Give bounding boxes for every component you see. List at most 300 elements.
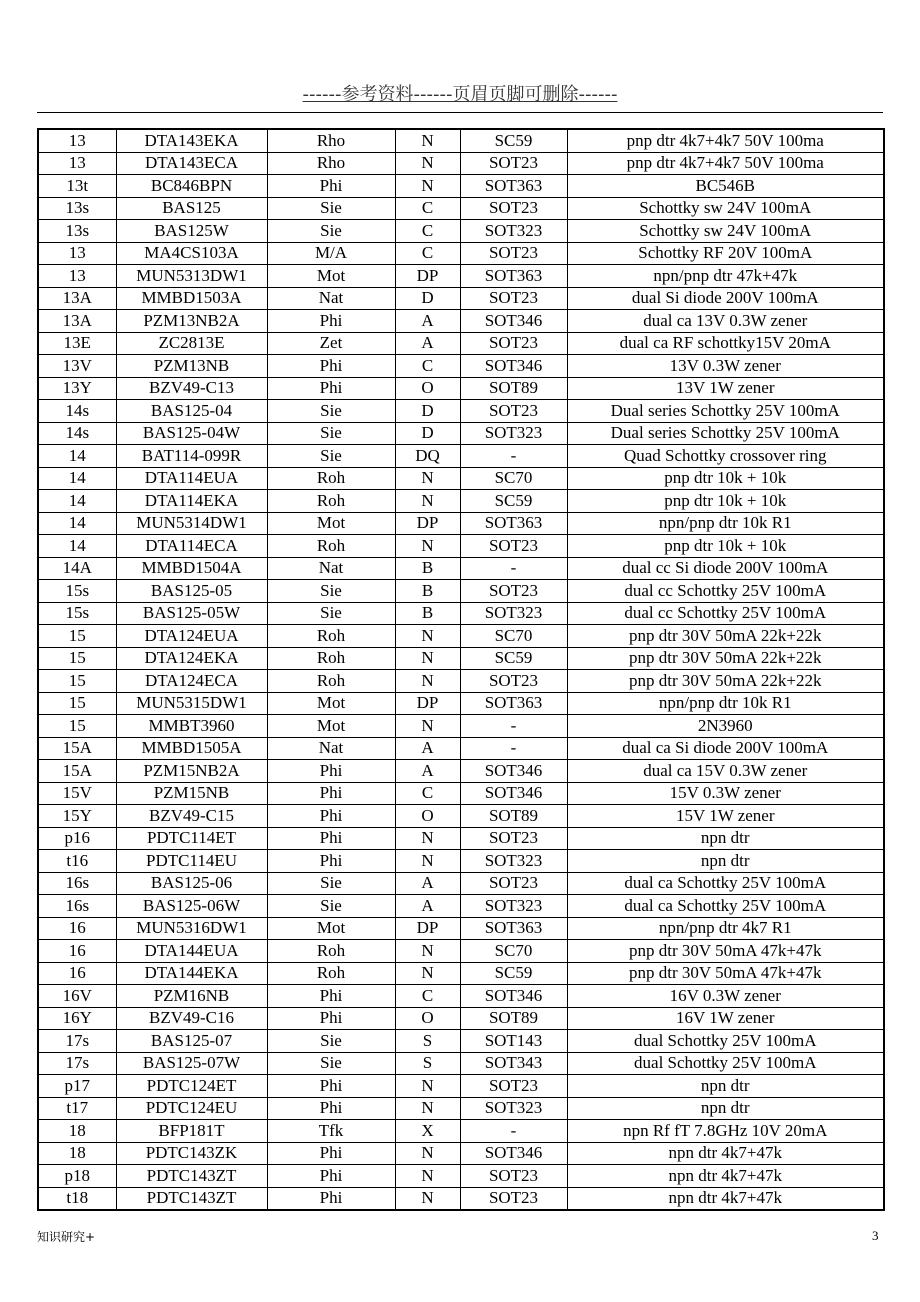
package-cell: SOT346 <box>460 1142 567 1165</box>
part-cell: MUN5314DW1 <box>116 512 267 535</box>
code-cell: 14 <box>38 467 116 490</box>
footer-left-text: 知识研究+ <box>37 1230 96 1244</box>
package-cell: SOT23 <box>460 580 567 603</box>
table-row <box>38 220 884 243</box>
part-cell: BAS125 <box>116 197 267 220</box>
manufacturer-cell: Nat <box>267 737 395 760</box>
table-row <box>38 625 884 648</box>
type-cell: B <box>395 557 460 580</box>
manufacturer-cell: Phi <box>267 1165 395 1188</box>
table-row <box>38 1052 884 1075</box>
description-cell: dual ca Schottky 25V 100mA <box>567 872 884 895</box>
table-row <box>38 467 884 490</box>
type-cell: A <box>395 895 460 918</box>
description-cell: pnp dtr 30V 50mA 22k+22k <box>567 670 884 693</box>
page-number: 3 <box>872 1228 879 1243</box>
type-cell: C <box>395 242 460 265</box>
type-cell: S <box>395 1030 460 1053</box>
type-cell: DP <box>395 265 460 288</box>
package-cell: SOT346 <box>460 310 567 333</box>
code-cell: 15s <box>38 602 116 625</box>
type-cell: DP <box>395 512 460 535</box>
description-cell: pnp dtr 10k + 10k <box>567 535 884 558</box>
manufacturer-cell: Sie <box>267 400 395 423</box>
type-cell: N <box>395 535 460 558</box>
manufacturer-cell: Phi <box>267 310 395 333</box>
manufacturer-cell: Roh <box>267 940 395 963</box>
type-cell: N <box>395 940 460 963</box>
type-cell: C <box>395 782 460 805</box>
part-cell: DTA124EUA <box>116 625 267 648</box>
description-cell: pnp dtr 4k7+4k7 50V 100ma <box>567 129 884 152</box>
manufacturer-cell: Sie <box>267 197 395 220</box>
manufacturer-cell: Phi <box>267 1187 395 1210</box>
code-cell: p18 <box>38 1165 116 1188</box>
manufacturer-cell: Mot <box>267 715 395 738</box>
description-cell: BC546B <box>567 175 884 198</box>
part-cell: PZM16NB <box>116 985 267 1008</box>
part-cell: BAS125-07W <box>116 1052 267 1075</box>
code-cell: 15A <box>38 760 116 783</box>
part-cell: PZM13NB <box>116 355 267 378</box>
type-cell: N <box>395 129 460 152</box>
manufacturer-cell: Rho <box>267 152 395 175</box>
manufacturer-cell: Phi <box>267 827 395 850</box>
part-cell: BZV49-C15 <box>116 805 267 828</box>
part-cell: PDTC143ZT <box>116 1165 267 1188</box>
table-row <box>38 490 884 513</box>
package-cell: - <box>460 445 567 468</box>
manufacturer-cell: Roh <box>267 647 395 670</box>
type-cell: N <box>395 1165 460 1188</box>
table-row <box>38 557 884 580</box>
part-cell: DTA114EUA <box>116 467 267 490</box>
table-row <box>38 287 884 310</box>
manufacturer-cell: Roh <box>267 490 395 513</box>
manufacturer-cell: Sie <box>267 872 395 895</box>
description-cell: 15V 0.3W zener <box>567 782 884 805</box>
package-cell: SOT23 <box>460 872 567 895</box>
package-cell: SC59 <box>460 129 567 152</box>
description-cell: dual cc Si diode 200V 100mA <box>567 557 884 580</box>
manufacturer-cell: Sie <box>267 422 395 445</box>
table-row <box>38 1165 884 1188</box>
description-cell: pnp dtr 4k7+4k7 50V 100ma <box>567 152 884 175</box>
code-cell: 13t <box>38 175 116 198</box>
manufacturer-cell: Mot <box>267 917 395 940</box>
manufacturer-cell: Phi <box>267 1007 395 1030</box>
type-cell: DP <box>395 692 460 715</box>
part-cell: MMBD1504A <box>116 557 267 580</box>
description-cell: pnp dtr 30V 50mA 22k+22k <box>567 625 884 648</box>
code-cell: 15 <box>38 625 116 648</box>
table-row <box>38 535 884 558</box>
table-row <box>38 1120 884 1143</box>
manufacturer-cell: Sie <box>267 220 395 243</box>
table-row <box>38 1007 884 1030</box>
type-cell: N <box>395 715 460 738</box>
code-cell: 16V <box>38 985 116 1008</box>
code-cell: 13Y <box>38 377 116 400</box>
type-cell: N <box>395 1142 460 1165</box>
package-cell: SOT346 <box>460 760 567 783</box>
code-cell: 14s <box>38 400 116 423</box>
part-cell: MUN5315DW1 <box>116 692 267 715</box>
type-cell: N <box>395 1097 460 1120</box>
manufacturer-cell: Phi <box>267 1097 395 1120</box>
manufacturer-cell: Phi <box>267 1142 395 1165</box>
code-cell: 14 <box>38 535 116 558</box>
part-cell: PDTC143ZT <box>116 1187 267 1210</box>
part-cell: DTA114ECA <box>116 535 267 558</box>
type-cell: N <box>395 827 460 850</box>
table-row <box>38 850 884 873</box>
code-cell: 16 <box>38 917 116 940</box>
table-row <box>38 895 884 918</box>
package-cell: SC70 <box>460 625 567 648</box>
table-row <box>38 760 884 783</box>
table-row <box>38 715 884 738</box>
table-row <box>38 422 884 445</box>
manufacturer-cell: Sie <box>267 1052 395 1075</box>
type-cell: C <box>395 197 460 220</box>
package-cell: SOT89 <box>460 1007 567 1030</box>
type-cell: N <box>395 625 460 648</box>
code-cell: 13s <box>38 220 116 243</box>
package-cell: SOT346 <box>460 985 567 1008</box>
description-cell: pnp dtr 30V 50mA 22k+22k <box>567 647 884 670</box>
manufacturer-cell: Phi <box>267 985 395 1008</box>
manufacturer-cell: Nat <box>267 287 395 310</box>
table-row <box>38 332 884 355</box>
part-cell: MUN5316DW1 <box>116 917 267 940</box>
description-cell: dual ca RF schottky15V 20mA <box>567 332 884 355</box>
type-cell: O <box>395 1007 460 1030</box>
table-row <box>38 827 884 850</box>
package-cell: SOT343 <box>460 1052 567 1075</box>
manufacturer-cell: Zet <box>267 332 395 355</box>
table-row <box>38 265 884 288</box>
code-cell: 16s <box>38 872 116 895</box>
header-rule <box>37 112 883 113</box>
manufacturer-cell: M/A <box>267 242 395 265</box>
code-cell: 15 <box>38 692 116 715</box>
type-cell: DQ <box>395 445 460 468</box>
part-cell: MUN5313DW1 <box>116 265 267 288</box>
package-cell: SOT363 <box>460 265 567 288</box>
table-row <box>38 872 884 895</box>
table-row <box>38 355 884 378</box>
description-cell: dual ca 13V 0.3W zener <box>567 310 884 333</box>
code-cell: 14 <box>38 512 116 535</box>
table-row <box>38 1030 884 1053</box>
table-row <box>38 805 884 828</box>
manufacturer-cell: Roh <box>267 625 395 648</box>
code-cell: 15 <box>38 647 116 670</box>
code-cell: 13E <box>38 332 116 355</box>
part-cell: PDTC114EU <box>116 850 267 873</box>
type-cell: DP <box>395 917 460 940</box>
code-cell: 15 <box>38 670 116 693</box>
description-cell: 16V 0.3W zener <box>567 985 884 1008</box>
code-cell: t16 <box>38 850 116 873</box>
description-cell: 13V 0.3W zener <box>567 355 884 378</box>
code-cell: 17s <box>38 1030 116 1053</box>
part-cell: PDTC114ET <box>116 827 267 850</box>
type-cell: C <box>395 985 460 1008</box>
part-cell: DTA114EKA <box>116 490 267 513</box>
description-cell: npn dtr <box>567 827 884 850</box>
type-cell: N <box>395 647 460 670</box>
description-cell: npn/pnp dtr 47k+47k <box>567 265 884 288</box>
package-cell: SOT89 <box>460 805 567 828</box>
description-cell: npn dtr <box>567 1097 884 1120</box>
type-cell: A <box>395 760 460 783</box>
code-cell: t17 <box>38 1097 116 1120</box>
code-cell: p16 <box>38 827 116 850</box>
type-cell: D <box>395 400 460 423</box>
code-cell: 15Y <box>38 805 116 828</box>
code-cell: 16Y <box>38 1007 116 1030</box>
table-body <box>38 129 884 1210</box>
code-cell: 16 <box>38 962 116 985</box>
table-row <box>38 580 884 603</box>
description-cell: npn/pnp dtr 4k7 R1 <box>567 917 884 940</box>
code-cell: 14s <box>38 422 116 445</box>
table-row <box>38 1075 884 1098</box>
manufacturer-cell: Sie <box>267 445 395 468</box>
manufacturer-cell: Phi <box>267 355 395 378</box>
code-cell: 13 <box>38 129 116 152</box>
package-cell: SOT346 <box>460 355 567 378</box>
package-cell: SOT323 <box>460 1097 567 1120</box>
part-cell: PZM15NB <box>116 782 267 805</box>
type-cell: B <box>395 602 460 625</box>
package-cell: SOT323 <box>460 602 567 625</box>
manufacturer-cell: Sie <box>267 895 395 918</box>
table-row <box>38 512 884 535</box>
manufacturer-cell: Phi <box>267 175 395 198</box>
package-cell: SOT23 <box>460 1187 567 1210</box>
code-cell: 13s <box>38 197 116 220</box>
part-cell: DTA124EKA <box>116 647 267 670</box>
description-cell: Quad Schottky crossover ring <box>567 445 884 468</box>
table-row <box>38 445 884 468</box>
package-cell: SOT23 <box>460 670 567 693</box>
package-cell: SC59 <box>460 647 567 670</box>
code-cell: 13 <box>38 242 116 265</box>
part-cell: PZM15NB2A <box>116 760 267 783</box>
description-cell: npn/pnp dtr 10k R1 <box>567 692 884 715</box>
part-cell: DTA144EUA <box>116 940 267 963</box>
description-cell: pnp dtr 10k + 10k <box>567 490 884 513</box>
package-cell: SOT23 <box>460 287 567 310</box>
package-cell: SC59 <box>460 490 567 513</box>
part-cell: PDTC124ET <box>116 1075 267 1098</box>
description-cell: npn dtr <box>567 1075 884 1098</box>
package-cell: - <box>460 715 567 738</box>
description-cell: 13V 1W zener <box>567 377 884 400</box>
part-cell: MMBT3960 <box>116 715 267 738</box>
manufacturer-cell: Mot <box>267 692 395 715</box>
manufacturer-cell: Sie <box>267 602 395 625</box>
code-cell: 15s <box>38 580 116 603</box>
description-cell: Dual series Schottky 25V 100mA <box>567 422 884 445</box>
description-cell: npn/pnp dtr 10k R1 <box>567 512 884 535</box>
description-cell: Schottky RF 20V 100mA <box>567 242 884 265</box>
part-cell: BAS125-04W <box>116 422 267 445</box>
code-cell: 13V <box>38 355 116 378</box>
table-row <box>38 782 884 805</box>
table-row <box>38 940 884 963</box>
code-cell: 15 <box>38 715 116 738</box>
part-cell: MMBD1505A <box>116 737 267 760</box>
code-cell: 13A <box>38 310 116 333</box>
description-cell: npn dtr <box>567 850 884 873</box>
package-cell: SOT23 <box>460 400 567 423</box>
table-row <box>38 242 884 265</box>
manufacturer-cell: Roh <box>267 535 395 558</box>
manufacturer-cell: Roh <box>267 962 395 985</box>
description-cell: dual cc Schottky 25V 100mA <box>567 580 884 603</box>
table-row <box>38 377 884 400</box>
part-cell: BAS125W <box>116 220 267 243</box>
type-cell: N <box>395 1075 460 1098</box>
part-cell: BAS125-05 <box>116 580 267 603</box>
package-cell: SOT363 <box>460 512 567 535</box>
table-row <box>38 670 884 693</box>
manufacturer-cell: Sie <box>267 1030 395 1053</box>
manufacturer-cell: Roh <box>267 670 395 693</box>
part-cell: BAS125-04 <box>116 400 267 423</box>
code-cell: 13 <box>38 152 116 175</box>
manufacturer-cell: Rho <box>267 129 395 152</box>
table-row <box>38 1142 884 1165</box>
manufacturer-cell: Tfk <box>267 1120 395 1143</box>
code-cell: 15A <box>38 737 116 760</box>
package-cell: SC70 <box>460 467 567 490</box>
type-cell: N <box>395 152 460 175</box>
code-cell: 18 <box>38 1120 116 1143</box>
part-cell: DTA143ECA <box>116 152 267 175</box>
package-cell: - <box>460 737 567 760</box>
part-cell: BAS125-07 <box>116 1030 267 1053</box>
type-cell: D <box>395 287 460 310</box>
code-cell: 18 <box>38 1142 116 1165</box>
table-row <box>38 129 884 152</box>
manufacturer-cell: Phi <box>267 850 395 873</box>
part-cell: PDTC143ZK <box>116 1142 267 1165</box>
description-cell: dual Schottky 25V 100mA <box>567 1052 884 1075</box>
table-row <box>38 152 884 175</box>
manufacturer-cell: Mot <box>267 265 395 288</box>
part-cell: DTA124ECA <box>116 670 267 693</box>
type-cell: O <box>395 377 460 400</box>
table-row <box>38 917 884 940</box>
description-cell: pnp dtr 30V 50mA 47k+47k <box>567 940 884 963</box>
package-cell: SOT23 <box>460 827 567 850</box>
type-cell: A <box>395 310 460 333</box>
code-cell: t18 <box>38 1187 116 1210</box>
package-cell: SOT363 <box>460 175 567 198</box>
description-cell: npn dtr 4k7+47k <box>567 1165 884 1188</box>
code-cell: 15V <box>38 782 116 805</box>
package-cell: SOT89 <box>460 377 567 400</box>
package-cell: SOT143 <box>460 1030 567 1053</box>
description-cell: dual ca 15V 0.3W zener <box>567 760 884 783</box>
part-cell: DTA143EKA <box>116 129 267 152</box>
package-cell: SOT23 <box>460 197 567 220</box>
description-cell: dual ca Schottky 25V 100mA <box>567 895 884 918</box>
part-cell: PZM13NB2A <box>116 310 267 333</box>
code-cell: 14A <box>38 557 116 580</box>
type-cell: S <box>395 1052 460 1075</box>
type-cell: N <box>395 490 460 513</box>
table-row <box>38 1187 884 1210</box>
page-header: ------参考资料------页眉页脚可删除------ <box>302 84 618 105</box>
package-cell: SC70 <box>460 940 567 963</box>
type-cell: X <box>395 1120 460 1143</box>
package-cell: SOT323 <box>460 422 567 445</box>
type-cell: A <box>395 332 460 355</box>
part-cell: BZV49-C16 <box>116 1007 267 1030</box>
table-row <box>38 985 884 1008</box>
description-cell: pnp dtr 30V 50mA 47k+47k <box>567 962 884 985</box>
type-cell: O <box>395 805 460 828</box>
part-cell: BFP181T <box>116 1120 267 1143</box>
table-row <box>38 310 884 333</box>
smd-code-table <box>37 128 885 1211</box>
part-cell: BAT114-099R <box>116 445 267 468</box>
package-cell: SOT323 <box>460 220 567 243</box>
table-row <box>38 400 884 423</box>
type-cell: N <box>395 467 460 490</box>
code-cell: p17 <box>38 1075 116 1098</box>
part-cell: MMBD1503A <box>116 287 267 310</box>
type-cell: D <box>395 422 460 445</box>
manufacturer-cell: Phi <box>267 377 395 400</box>
package-cell: SOT363 <box>460 692 567 715</box>
description-cell: dual cc Schottky 25V 100mA <box>567 602 884 625</box>
description-cell: Dual series Schottky 25V 100mA <box>567 400 884 423</box>
type-cell: B <box>395 580 460 603</box>
type-cell: N <box>395 850 460 873</box>
package-cell: SOT323 <box>460 850 567 873</box>
type-cell: N <box>395 670 460 693</box>
package-cell: SOT23 <box>460 1075 567 1098</box>
code-cell: 17s <box>38 1052 116 1075</box>
manufacturer-cell: Nat <box>267 557 395 580</box>
manufacturer-cell: Sie <box>267 580 395 603</box>
manufacturer-cell: Phi <box>267 782 395 805</box>
type-cell: A <box>395 872 460 895</box>
type-cell: C <box>395 220 460 243</box>
description-cell: npn dtr 4k7+47k <box>567 1142 884 1165</box>
part-cell: MA4CS103A <box>116 242 267 265</box>
code-cell: 16 <box>38 940 116 963</box>
description-cell: dual Si diode 200V 100mA <box>567 287 884 310</box>
table-row <box>38 737 884 760</box>
package-cell: SOT346 <box>460 782 567 805</box>
part-cell: BZV49-C13 <box>116 377 267 400</box>
manufacturer-cell: Phi <box>267 805 395 828</box>
code-cell: 14 <box>38 445 116 468</box>
table-row <box>38 602 884 625</box>
part-cell: BAS125-06W <box>116 895 267 918</box>
description-cell: pnp dtr 10k + 10k <box>567 467 884 490</box>
code-cell: 13 <box>38 265 116 288</box>
description-cell: 2N3960 <box>567 715 884 738</box>
